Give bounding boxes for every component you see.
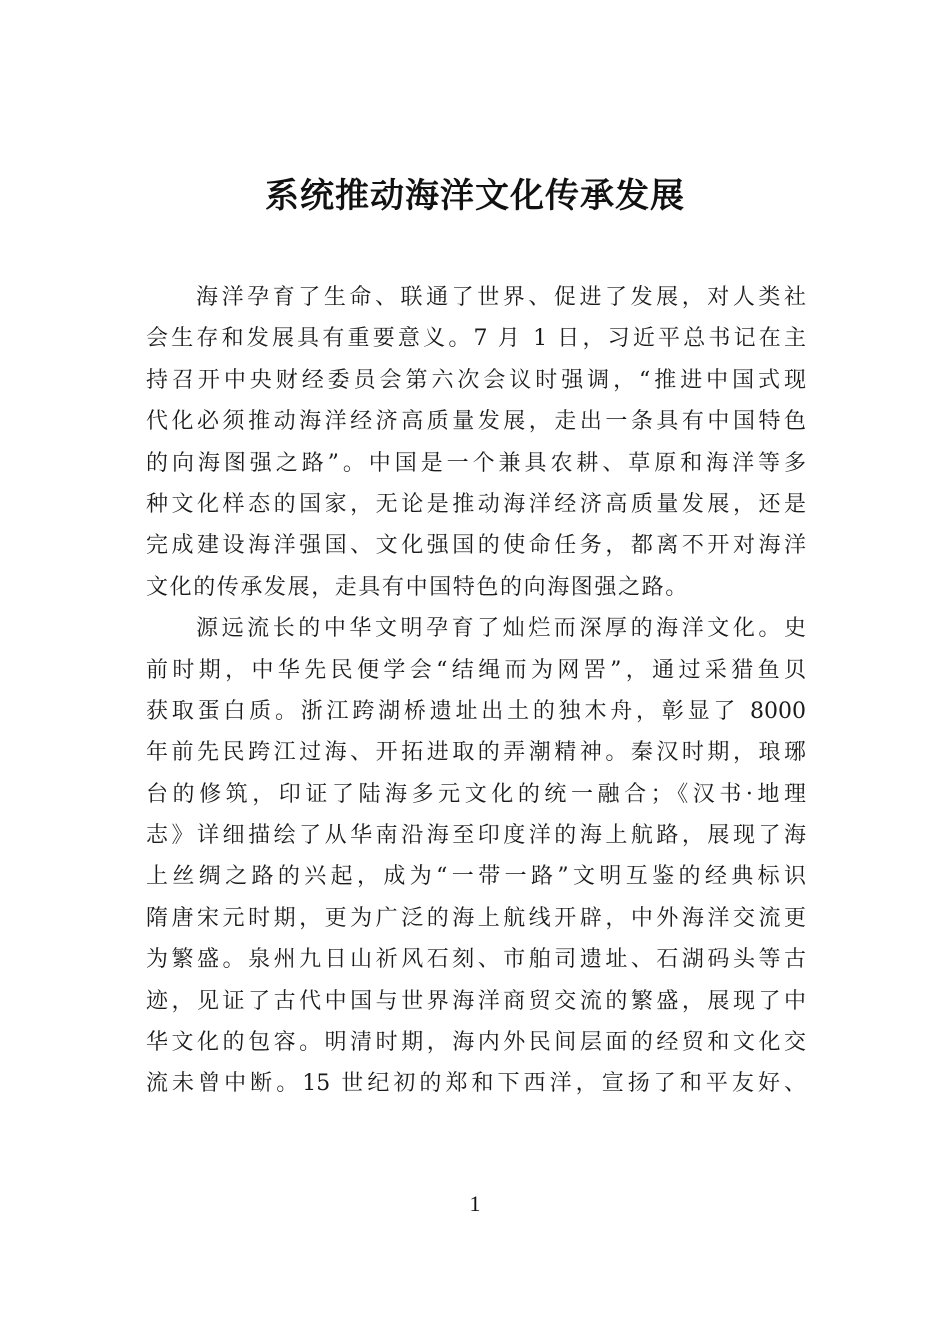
text-line: 的向海图强之路”。中国是一个兼具农耕、草原和海洋等多 (146, 450, 806, 476)
text-line: 会生存和发展具有重要意义。7 月 1 日，习近平总书记在主 (146, 326, 806, 352)
text-line: 隋唐宋元时期，更为广泛的海上航线开辟，中外海洋交流更 (146, 905, 806, 931)
text-line: 海洋孕育了生命、联通了世界、促进了发展，对人类社 (196, 285, 806, 310)
text-line: 完成建设海洋强国、文化强国的使命任务，都离不开对海洋 (146, 533, 806, 559)
text-line: 种文化样态的国家，无论是推动海洋经济高质量发展，还是 (146, 491, 806, 517)
text-line: 台的修筑，印证了陆海多元文化的统一融合；《汉书·地理 (146, 781, 806, 807)
text-line: 迹，见证了古代中国与世界海洋商贸交流的繁盛，展现了中 (146, 988, 806, 1014)
text-line: 年前先民跨江过海、开拓进取的弄潮精神。秦汉时期，琅琊 (146, 740, 806, 766)
text-line: 代化必须推动海洋经济高质量发展，走出一条具有中国特色 (146, 409, 806, 435)
page-number: 1 (469, 1191, 481, 1216)
text-line: 持召开中央财经委员会第六次会议时强调，“推进中国式现 (146, 367, 806, 393)
text-line: 华文化的包容。明清时期，海内外民间层面的经贸和文化交 (146, 1030, 806, 1056)
text-line: 获取蛋白质。浙江跨湖桥遗址出土的独木舟，彰显了 8000 (146, 698, 806, 724)
text-line: 文化的传承发展，走具有中国特色的向海图强之路。 (146, 574, 689, 600)
text-line: 为繁盛。泉州九日山祈风石刻、市舶司遗址、石湖码头等古 (146, 947, 806, 973)
text-line: 志》详细描绘了从华南沿海至印度洋的海上航路，展现了海 (146, 823, 806, 849)
document-title: 系统推动海洋文化传承发展 (265, 176, 685, 216)
text-line: 流未曾中断。15 世纪初的郑和下西洋，宣扬了和平友好、 (146, 1071, 806, 1097)
text-line: 前时期，中华先民便学会“结绳而为网罟”，通过采猎鱼贝 (146, 657, 806, 683)
text-line: 上丝绸之路的兴起，成为“一带一路”文明互鉴的经典标识 (146, 864, 806, 890)
paragraph-2 (146, 608, 806, 1105)
document-body (146, 277, 806, 1105)
text-line: 源远流长的中华文明孕育了灿烂而深厚的海洋文化。史 (196, 616, 806, 642)
paragraph-1 (146, 277, 806, 608)
